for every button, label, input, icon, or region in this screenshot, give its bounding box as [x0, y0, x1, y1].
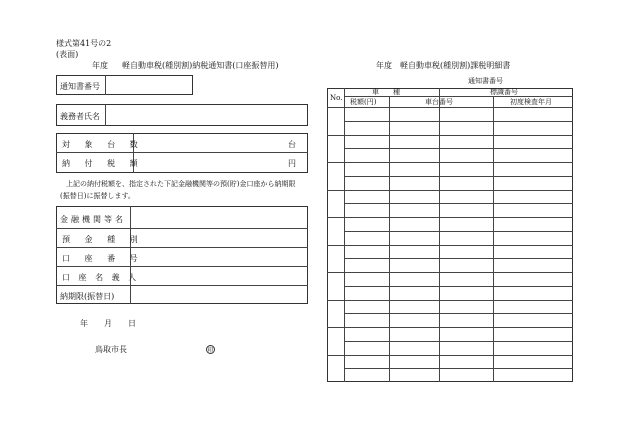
date-month: 月	[104, 319, 112, 328]
message-line-2: (振替日)に振替します。	[60, 192, 135, 200]
date-day: 日	[128, 319, 136, 328]
col-vehicle-type: 車 種	[372, 88, 400, 96]
detail-row-divider	[344, 368, 573, 369]
detail-row-divider	[344, 121, 573, 122]
detail-row-divider	[344, 286, 573, 287]
detail-row-separator	[327, 245, 573, 246]
right-title: 軽自動車税(種別割)課税明細書	[400, 61, 511, 70]
form-side: (表面)	[56, 50, 79, 59]
detail-row-divider	[344, 148, 573, 149]
amount-label: 納 付 税 額	[62, 159, 144, 168]
account-holder-label: 口 座 名 義 人	[62, 273, 140, 282]
count-unit: 台	[288, 140, 296, 149]
detail-row-divider	[344, 231, 573, 232]
detail-row-divider	[344, 341, 573, 342]
count-label: 対 象 台 数	[62, 140, 144, 149]
detail-row-divider	[344, 176, 573, 177]
detail-row-separator	[327, 272, 573, 273]
detail-row-separator	[327, 162, 573, 163]
taxpayer-label: 義務者氏名	[60, 112, 100, 121]
form-number: 様式第41号の2	[56, 39, 112, 48]
bank-name-label: 金融機関等名	[60, 215, 126, 224]
col-plate: 標識番号	[490, 88, 518, 96]
col-chassis: 車台番号	[425, 98, 453, 106]
detail-row-divider	[344, 203, 573, 204]
detail-row-divider	[344, 313, 573, 314]
detail-row-separator	[327, 327, 573, 328]
col-no: No.	[330, 94, 343, 102]
deposit-type-label: 預 金 種 別	[62, 235, 144, 244]
amount-unit: 円	[288, 159, 296, 168]
issuer: 鳥取市長	[95, 345, 127, 354]
left-title-year: 年度	[92, 61, 108, 70]
col-tax: 税額(円)	[350, 98, 377, 106]
detail-row-separator	[327, 355, 573, 356]
detail-row-separator	[327, 217, 573, 218]
right-notice-number-label: 通知書番号	[468, 77, 503, 85]
detail-row-separator	[327, 300, 573, 301]
col-inspection: 初度検査年月	[510, 98, 552, 106]
date-year: 年	[80, 319, 88, 328]
message-line-1: 上記の納付税額を、指定された下記金融機関等の預(貯)金口座から納期限	[66, 180, 296, 188]
detail-table	[327, 88, 573, 382]
due-date-label: 納期限(振替日)	[60, 292, 115, 301]
left-notice-number-label: 通知書番号	[60, 82, 100, 91]
detail-row-divider	[344, 258, 573, 259]
left-title: 軽自動車税(種別割)納税通知書(口座振替用)	[122, 61, 279, 70]
detail-row-separator	[327, 190, 573, 191]
account-number-label: 口 座 番 号	[62, 254, 144, 263]
detail-row-separator	[327, 135, 573, 136]
seal-icon: 印	[207, 347, 214, 354]
right-title-year: 年度	[376, 61, 392, 70]
